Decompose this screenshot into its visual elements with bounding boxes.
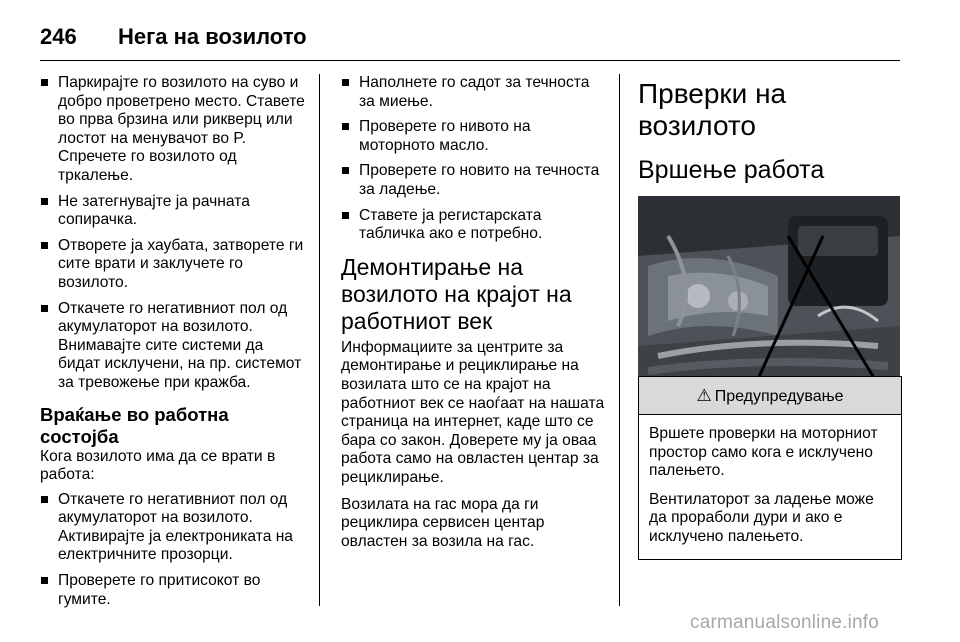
engine-bay-illustration <box>638 196 900 406</box>
engine-bay-photo <box>638 196 900 406</box>
warning-triangle-icon: ⚠ <box>696 386 712 405</box>
warning-box <box>638 376 902 560</box>
paragraph: Возилата на гас мора да ги рециклира сервисен центар овластен за возила на гас. <box>341 495 545 550</box>
watermark: carmanualsonline.info <box>690 612 880 633</box>
paragraph: Информациите за центрите за демонтирање и рециклирање на возилата што се на крајот на работниот век се наоѓаат на нашата страница на интернет, каде што се бара со закон. Доверете му ја оваа работа само на овластен центар за рециклирање. <box>341 338 605 486</box>
preparation-list <box>40 74 305 393</box>
section-subtitle: Вршење работа <box>638 156 825 184</box>
recommission-list-continued <box>341 74 609 244</box>
column-divider <box>619 74 620 606</box>
warning-body <box>639 415 901 559</box>
section-intro: Кога возилото има да се врати в работа: <box>40 447 276 484</box>
column-divider <box>319 74 320 606</box>
list-item: Откачете го негативниот пол од акумулаторот на возилото. Активирајте ја електрониката на електричните прозорци. <box>40 491 305 565</box>
page-number: 246 <box>40 24 77 49</box>
column-2 <box>341 74 609 559</box>
warning-text: Вршете проверки на моторниот простор само кога е исклучено палењето. <box>649 425 878 480</box>
column-3 <box>638 74 900 545</box>
page-header <box>40 14 900 61</box>
list-item: Проверете го нивото на моторното масло. <box>341 118 609 155</box>
list-item: Откачете го негативниот пол од акумулаторот на возилото. Внимавајте сите системи да бидат исклучени, на пр. системот за тревожење при кражба. <box>40 300 305 393</box>
section-heading: Демонтирање на возилото на крајот на работниот век <box>341 253 572 334</box>
list-item: Наполнете го садот за течноста за миење. <box>341 74 609 111</box>
list-item: Отворете ја хаубата, затворете ги сите врати и заклучете го возилото. <box>40 237 305 293</box>
list-item: Ставете ја регистарската табличка ако е потребно. <box>341 207 609 244</box>
section-heading: Враќање во работна состојба <box>40 403 229 447</box>
column-1 <box>40 74 305 616</box>
list-item: Паркирајте го возилото на суво и добро проветрено место. Ставете во прва брзина или рикверц или лостот на менувачот во P. Спречете го возилото од тркалење. <box>40 74 305 186</box>
warning-text: Вентилаторот за ладење може да прораболи дури и ако е исклучено палењето. <box>649 490 874 545</box>
recommission-list <box>40 491 305 610</box>
warning-title: Предупредување <box>714 388 844 405</box>
warning-header <box>639 377 901 415</box>
list-item: Проверете го притисокот во гумите. <box>40 572 305 609</box>
page-title: Нега на возилото <box>118 24 307 49</box>
chapter-title: Прверки на возилото <box>638 78 787 141</box>
list-item: Проверете го новито на течноста за ладење. <box>341 162 609 199</box>
list-item: Не затегнувајте ја рачната сопирачка. <box>40 193 305 230</box>
